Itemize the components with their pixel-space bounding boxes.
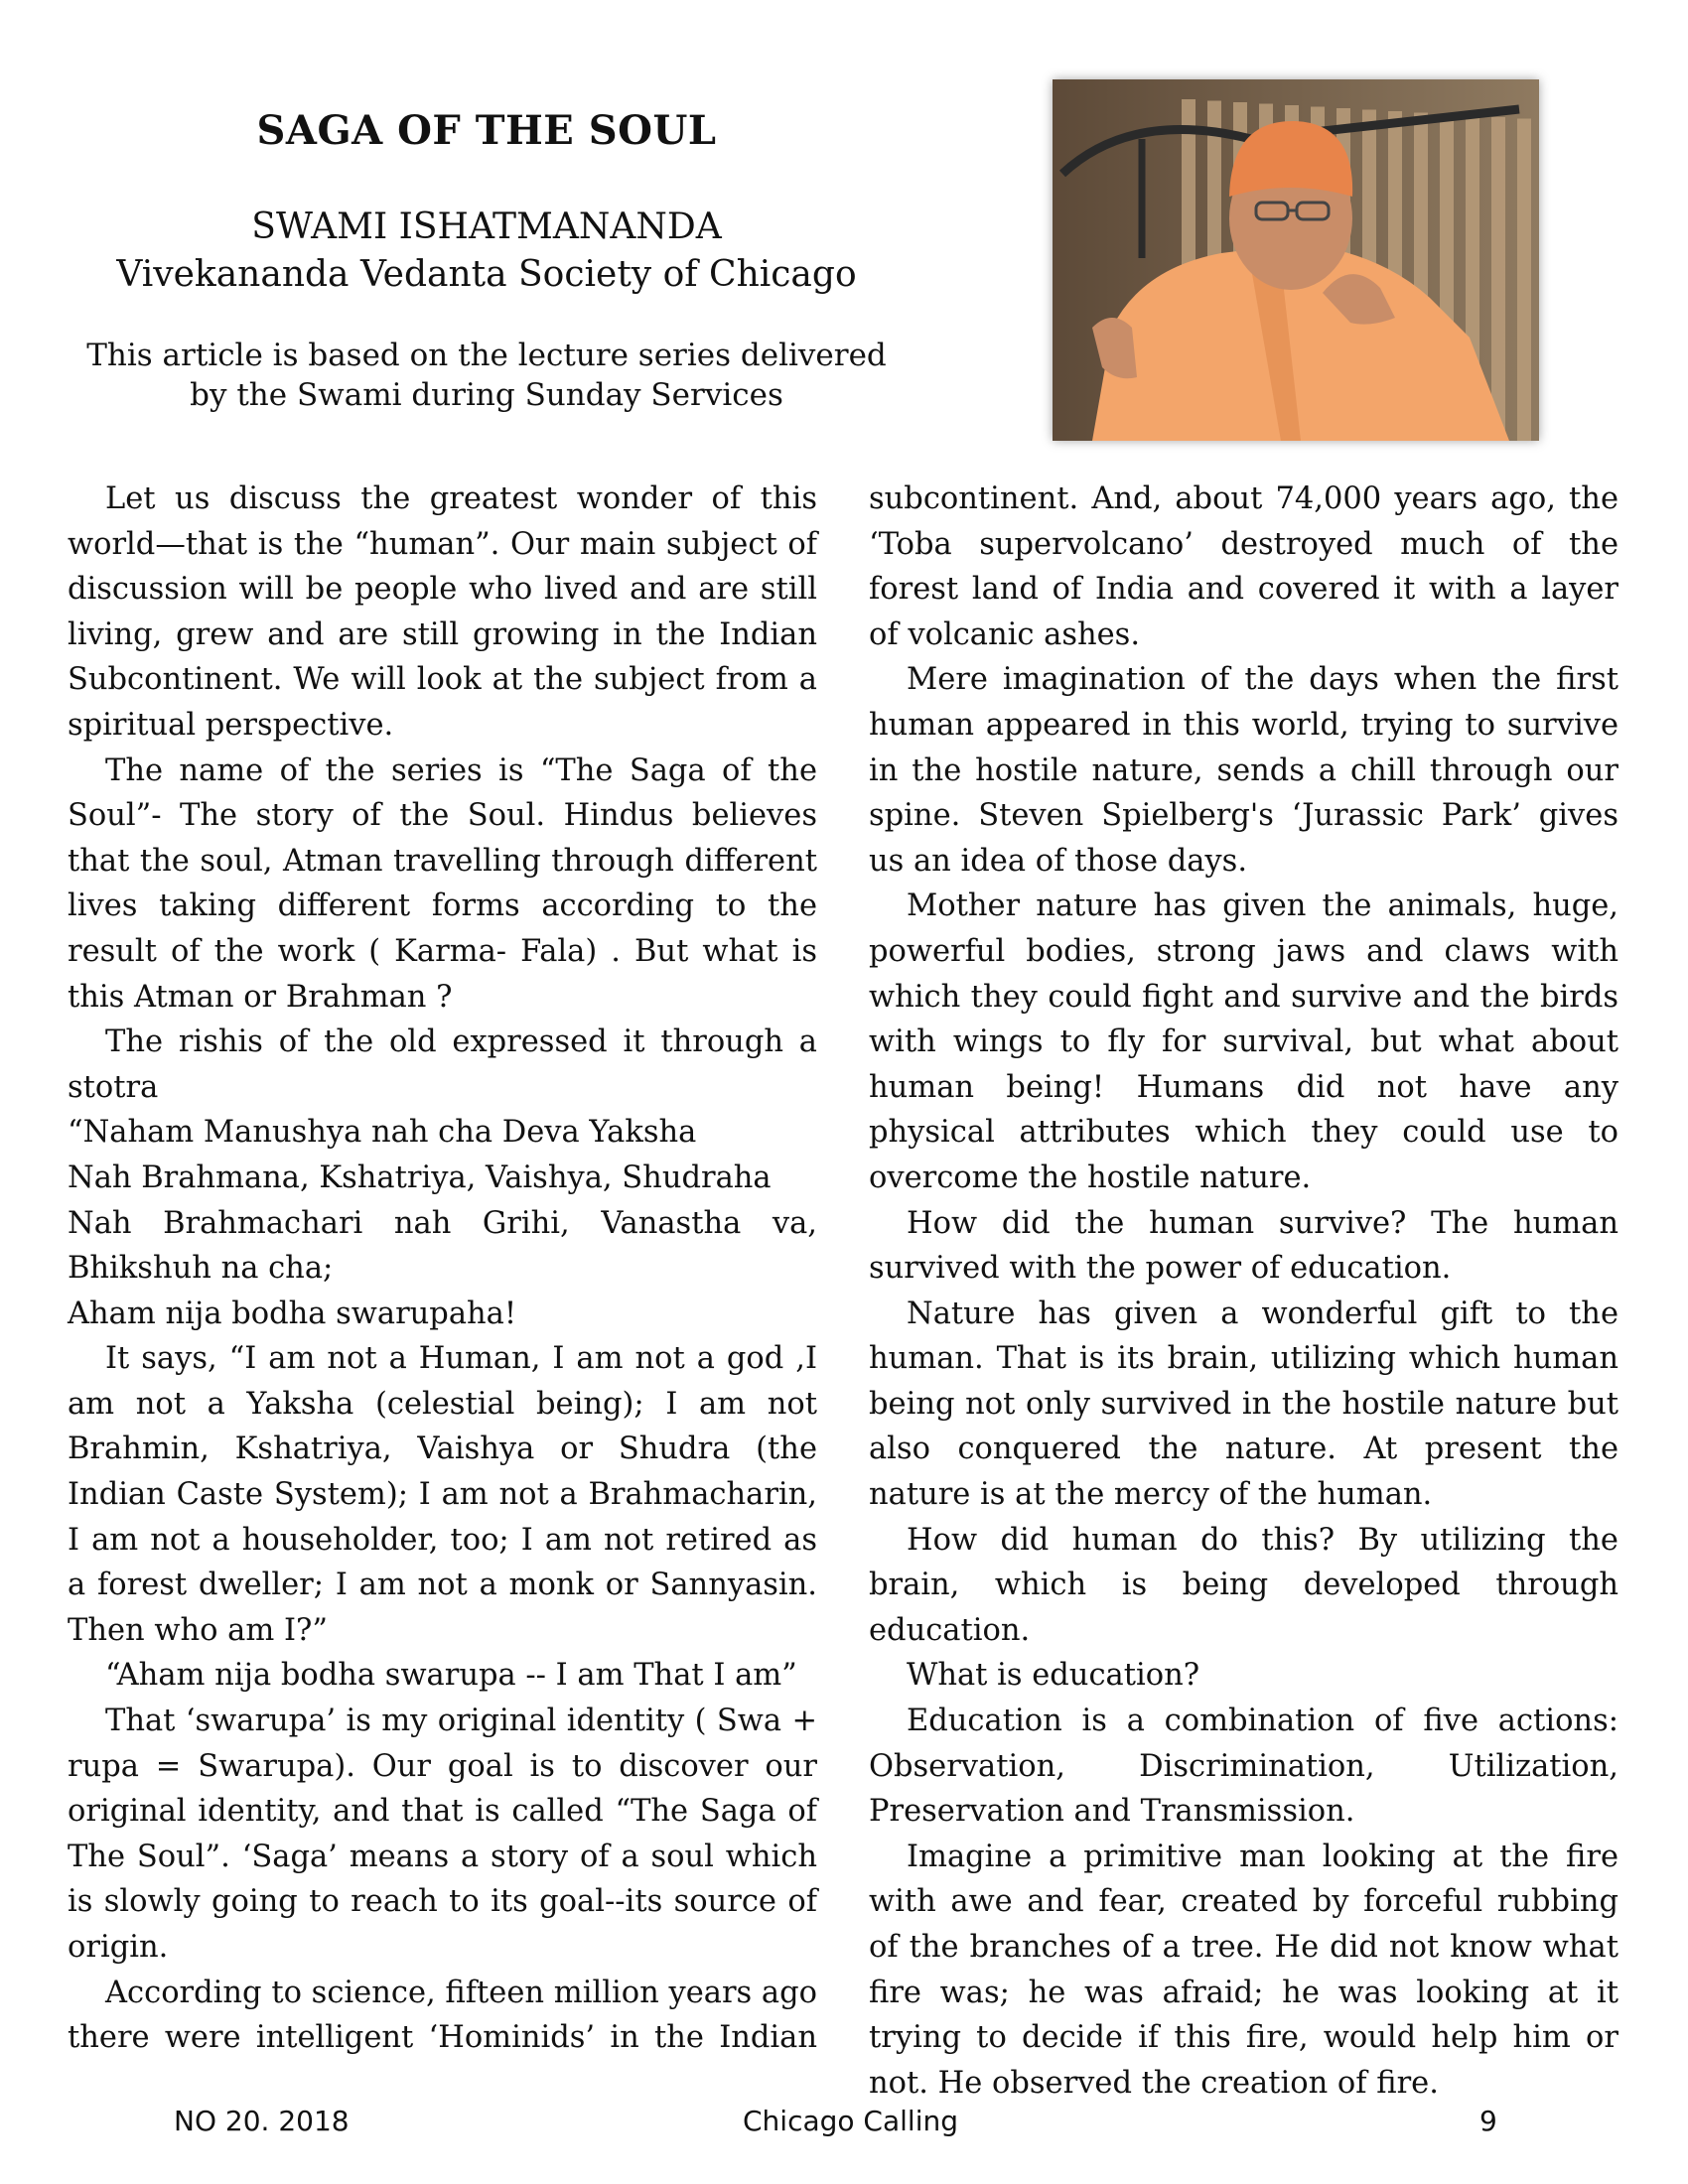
left-column bbox=[68, 477, 817, 2061]
paragraph: It says, “I am not a Human, I am not a god ,I am not a Yaksha (celestial being); I am not Brahmin, Kshatriya, Vaishya or Shudra (the Indian Caste System); I am not a Brahmacharin, I am not a householder, too; I am not retired as a forest dweller; I am not a monk or Sannyasin. Then who am I?” bbox=[68, 1341, 817, 1648]
paragraph: How did the human survive? The human survived with the power of education. bbox=[869, 1205, 1618, 1287]
paragraph: According to science, fifteen million years ago there were intelligent ‘Hominids’ in the Indian bbox=[68, 1975, 817, 2056]
author-name: SWAMI ISHATMANANDA bbox=[251, 206, 722, 247]
railing-slat bbox=[1517, 119, 1531, 442]
verse-line: Aham nija bodha swarupaha! bbox=[68, 1296, 517, 1331]
article-title: SAGA OF THE SOUL bbox=[256, 107, 717, 154]
paragraph: Mere imagination of the days when the first human appeared in this world, trying to survive in the hostile nature, sends a chill through our spine. Steven Spielberg's ‘Jurassic Park’ gives us an idea of those days. bbox=[869, 662, 1618, 879]
footer-issue: NO 20. 2018 bbox=[174, 2105, 350, 2137]
note-line-1: This article is based on the lecture series delivered bbox=[86, 338, 887, 373]
paragraph: That ‘swarupa’ is my original identity ( Swa + rupa = Swarupa). Our goal is to discover our original identity, and that is called “The Saga of The Soul”. ‘Saga’ means a story of a soul which is slowly going to reach to its goal--its source of origin. bbox=[68, 1704, 817, 1965]
verse-line: Bhikshuh na cha; bbox=[68, 1251, 334, 1287]
paragraph: The name of the series is “The Saga of the Soul”- The story of the Soul. Hindus believes that the soul, Atman travelling through different lives taking different forms according to the result of the work ( Karma- Fala) . But what is this Atman or Brahman ? bbox=[68, 752, 817, 1015]
paragraph: Let us discuss the greatest wonder of this world—that is the “human”. Our main subject of discussion will be people who lived and are still living, grew and are still growing in the Indian Subcontinent. We will look at the subject from a spiritual perspective. bbox=[68, 481, 817, 743]
paragraph: Imagine a primitive man looking at the fire with awe and fear, created by forceful rubbing of the branches of a tree. He did not know what fire was; he was afraid; he was looking at it trying to decide if this fire, would help him or not. He observed the creation of fire. bbox=[869, 1839, 1618, 2101]
paragraph: Education is a combination of five actions: Observation, Discrimination, Utilization, Preservation and Transmission. bbox=[869, 1704, 1618, 1830]
right-column bbox=[869, 477, 1618, 2106]
footer-page-number: 9 bbox=[1479, 2105, 1497, 2137]
author-organization: Vivekananda Vedanta Society of Chicago bbox=[116, 254, 857, 295]
verse-line: Nah Brahmachari nah Grihi, Vanastha va, bbox=[68, 1205, 817, 1241]
author-photo-illustration bbox=[1053, 79, 1539, 441]
railing-slat bbox=[1491, 117, 1505, 441]
verse-line: “Naham Manushya nah cha Deva Yaksha bbox=[68, 1115, 697, 1151]
author-photo bbox=[1053, 79, 1539, 441]
footer-publication: Chicago Calling bbox=[743, 2105, 958, 2137]
paragraph: “Aham nija bodha swarupa -- I am That I am” bbox=[105, 1658, 797, 1694]
paragraph: Nature has given a wonderful gift to the human. That is its brain, utilizing which human being not only survived in the hostile nature but also conquered the nature. At present the nature is at the mercy of the human. bbox=[869, 1296, 1618, 1513]
byline bbox=[50, 204, 923, 299]
verse-line: Nah Brahmana, Kshatriya, Vaishya, Shudraha bbox=[68, 1160, 772, 1195]
paragraph: The rishis of the old expressed it through a stotra bbox=[68, 1024, 817, 1105]
note-line-2: by the Swami during Sunday Services bbox=[190, 377, 783, 413]
paragraph: Mother nature has given the animals, huge, powerful bodies, strong jaws and claws with which they could fight and survive and the birds with wings to fly for survival, but what about human being! Humans did not have any physical attributes which they could use to overcome the hostile nature. bbox=[869, 888, 1618, 1195]
paragraph: How did human do this? By utilizing the brain, which is being developed through education. bbox=[869, 1522, 1618, 1648]
paragraph: subcontinent. And, about 74,000 years ago, the ‘Toba supervolcano’ destroyed much of the forest land of India and covered it with a layer of volcanic ashes. bbox=[869, 481, 1618, 652]
paragraph: What is education? bbox=[907, 1658, 1200, 1694]
article-note bbox=[50, 336, 923, 415]
